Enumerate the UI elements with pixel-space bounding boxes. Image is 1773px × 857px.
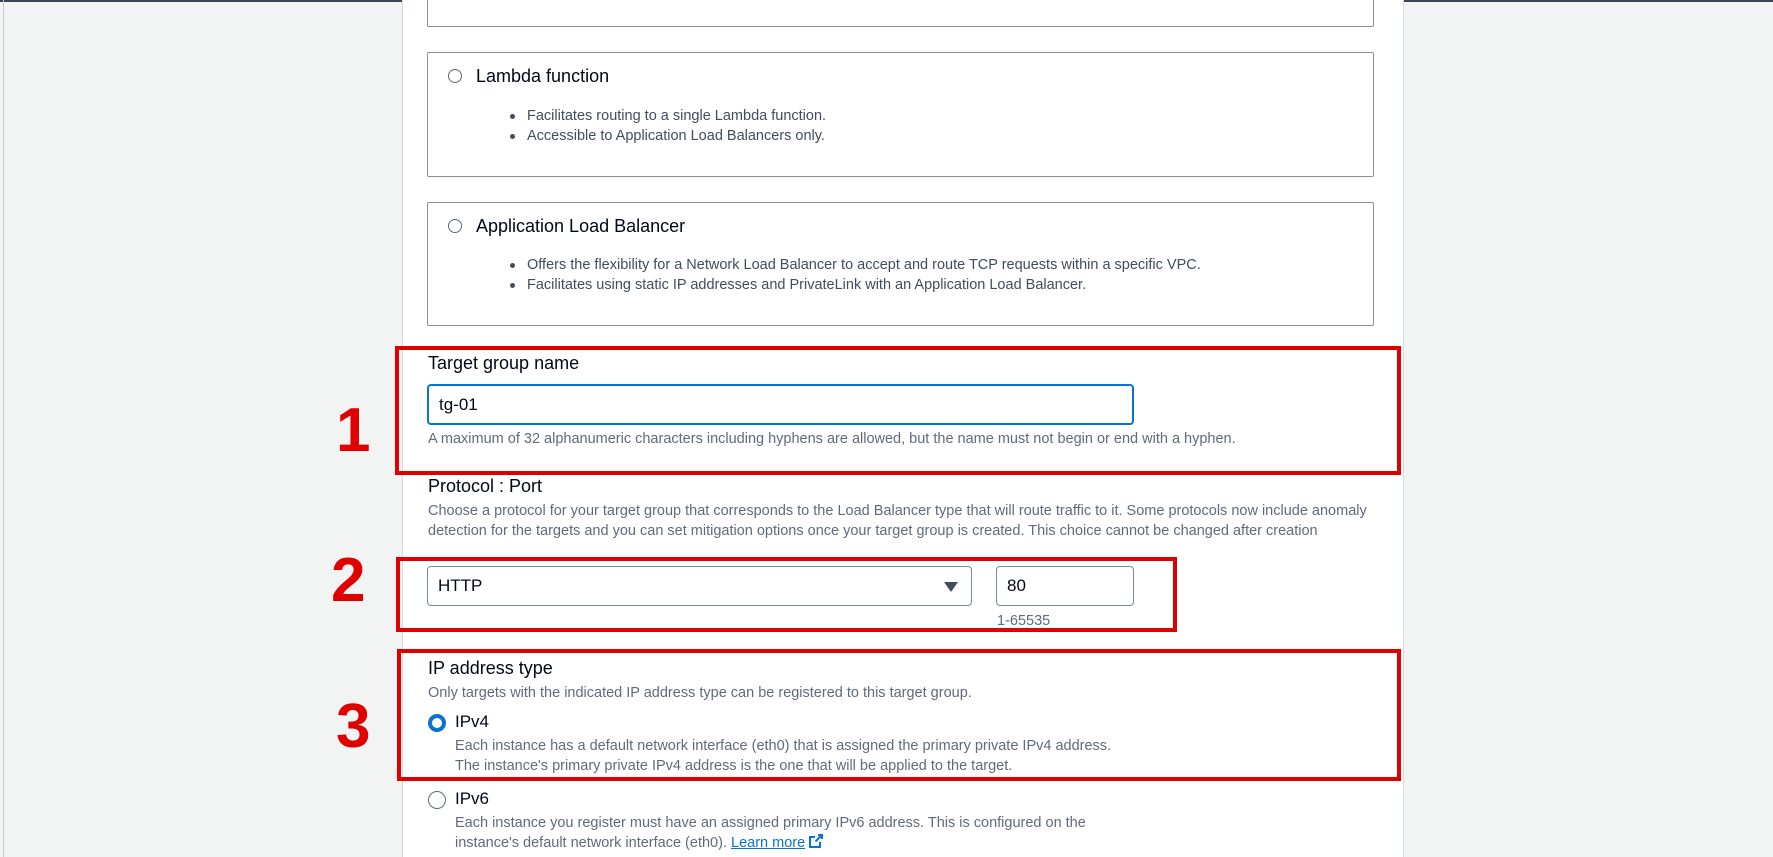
list-item: Offers the flexibility for a Network Load Balancer to accept and route TCP requests within a specific VPC.: [510, 255, 1201, 275]
ipv4-label[interactable]: IPv4: [455, 712, 490, 731]
annotation-box-2: [396, 557, 1177, 632]
list-item: Facilitates using static IP addresses and PrivateLink with an Application Load Balancer.: [510, 275, 1201, 295]
protocol-port-description: Choose a protocol for your target group that corresponds to the Load Balancer type that will route traffic to it. Some protocols now include anomaly detection for the targets and you can set mitigation options once your target group is created. This choice cannot be changed after creation: [428, 503, 1367, 539]
ipv6-description: [455, 813, 1135, 853]
target-type-label-alb: Application Load Balancer: [476, 216, 686, 236]
target-type-card-lambda[interactable]: [427, 52, 1374, 177]
lambda-bullets: [510, 106, 826, 146]
external-link-icon: [808, 833, 824, 849]
list-item: Facilitates routing to a single Lambda function.: [510, 106, 826, 126]
ipv6-label[interactable]: IPv6: [455, 789, 490, 808]
list-item: Accessible to Application Load Balancers only.: [510, 126, 826, 146]
annotation-number-3: 3: [336, 692, 371, 761]
annotation-number-1: 1: [336, 396, 371, 465]
radio-lambda[interactable]: [448, 69, 462, 83]
target-group-name-hint: A maximum of 32 alphanumeric characters including hyphens are allowed, but the name must not begin or end with a hyphen.: [428, 431, 1236, 447]
annotation-box-3: [397, 649, 1401, 781]
target-type-card-alb[interactable]: [427, 202, 1374, 326]
ip-address-type-label: IP address type: [428, 658, 553, 678]
ipv4-description: Each instance has a default network interface (eth0) that is assigned the primary private IPv4 address. The instance's primary private IPv4 address is the one that will be applied to the target.: [455, 738, 1112, 774]
learn-more-link[interactable]: [731, 835, 824, 851]
radio-alb[interactable]: [448, 219, 462, 233]
annotation-box-1: [395, 346, 1401, 475]
ipv6-description-text: Each instance you register must have an assigned primary IPv6 address. This is configured on the instance's default network interface (eth0).: [455, 815, 1086, 851]
target-type-label-lambda: Lambda function: [476, 66, 610, 86]
ip-address-type-description: Only targets with the indicated IP address type can be registered to this target group.: [428, 685, 972, 701]
target-group-name-input[interactable]: tg-01: [427, 384, 1134, 425]
protocol-port-label: Protocol : Port: [428, 476, 543, 496]
port-range-hint: 1-65535: [997, 613, 1051, 629]
annotation-number-2: 2: [331, 546, 366, 615]
radio-ipv6[interactable]: [428, 791, 446, 809]
learn-more-text: Learn more: [731, 835, 806, 851]
previous-target-type-card[interactable]: [427, 0, 1374, 27]
window-left-edge: [3, 0, 4, 857]
alb-bullets: [510, 255, 1201, 295]
port-input[interactable]: 80: [996, 566, 1134, 606]
protocol-select-value: HTTP: [438, 576, 483, 595]
target-group-name-label: Target group name: [428, 353, 580, 373]
